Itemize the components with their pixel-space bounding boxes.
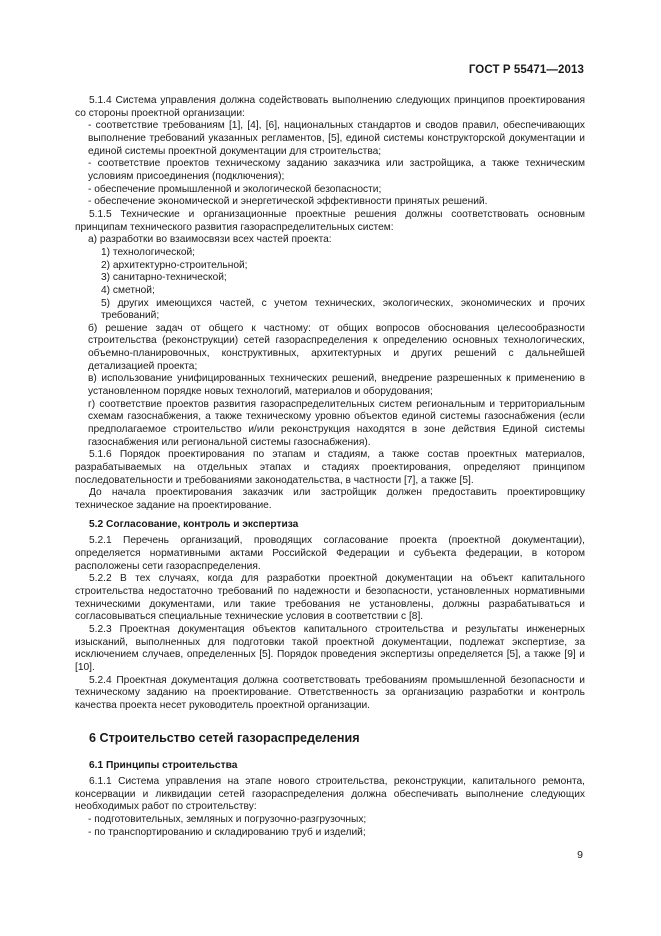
section-heading: 5.2 Согласование, контроль и экспертиза [89,518,299,530]
paragraph: 5.2.4 Проектная документация должна соответствовать требованиям промышленной безопасности и техническому заданию на проектирование. Ответственность за организацию разработки и контроль качества проекта несет руководитель проектной организации. [75,674,585,711]
paragraph: 5.1.6 Порядок проектирования по этапам и стадиям, а также состав проектных материалов, разрабатываемых на отдельных этапах и стадиях проектирования, определяют принципом последовательности и требованиями законодательства, в частности [7], а также [5]. [75,449,585,486]
paragraph: б) решение задач от общего к частному: от общих вопросов обоснования целесообразности строительства (реконструкции) сетей газораспределения к определению основных технологических, объемно-планировочных, конструктивных, архитектурных и других решений с дальнейшей детализацией проекта; [88,322,585,372]
paragraph: 6.1.1 Система управления на этапе нового строительства, реконструкции, капитального ремонта, консервации и ликвидации сетей газораспределения должна обеспечивать выполнение следующих необходимых работ по строительству: [75,776,585,813]
paragraph: 2) архитектурно-строительной; [101,259,248,271]
page-number: 9 [577,849,583,861]
paragraph: 3) санитарно-технической; [101,272,227,284]
paragraph: 5.2.1 Перечень организаций, проводящих согласование проекта (проектной документации), определяется нормативными актами Российской Федерации и субъекта федерации, в котором расположены сети газораспределения. [75,535,585,572]
paragraph: а) разработки во взаимосвязи всех частей проекта: [88,234,332,246]
paragraph: 5.1.5 Технические и организационные проектные решения должны соответствовать основным принципам технического развития газораспределительных систем: [75,208,585,233]
paragraph: г) соответствие проектов развития газораспределительных систем региональным и территориальным схемам газоснабжения, а также техническому уровню объектов единой системы газоснабжения (если предполагаемое строительство и/или реконструкция находятся в зоне действия Единой системы газоснабжения или региональной системы газоснабжения). [88,398,585,448]
page-content [75,95,585,839]
paragraph: 5.2.3 Проектная документация объектов капитального строительства и результаты инженерных изысканий, выполненных для подготовки такой проектной документации, подлежат экспертизе, за исключением случаев, определенных [5]. Порядок проведения экспертизы определяется [5], а также [9] и [10]. [75,623,585,673]
paragraph: До начала проектирования заказчик или застройщик должен предоставить проектировщику техническое задание на проектирование. [75,487,585,511]
paragraph: - соответствие проектов техническому заданию заказчика или застройщика, а также техническим условиям присоединения (подключения); [88,158,585,182]
paragraph: - подготовительных, земляных и погрузочно-разгрузочных; [88,814,367,826]
paragraph: - соответствие требованиям [1], [4], [6], национальных стандартов и сводов правил, обеспечивающих выполнение требований указанных регламентов, [5], единой системы конструкторской документации и единой системы проектной документации для строительства; [88,120,585,157]
paragraph: - обеспечение экономической и энергетической эффективности принятых решений. [88,196,488,208]
paragraph: 1) технологической; [101,246,196,258]
paragraph: - по транспортированию и складированию труб и изделий; [88,826,366,838]
chapter-heading: 6 Строительство сетей газораспределения [89,730,360,745]
section-heading: 6.1 Принципы строительства [89,759,238,771]
paragraph: 5.2.2 В тех случаях, когда для разработки проектной документации на объект капитального строительства недостаточно требований по надежности и безопасности, установленных нормативными техническими документами, или такие требования не установлены, должны разрабатываться и согласовываться специальные технические условия в соответствии с [8]. [75,573,585,623]
paragraph: 5) других имеющихся частей, с учетом технических, экологических, экономических и прочих требований; [101,297,585,322]
paragraph: - обеспечение промышленной и экологической безопасности; [88,183,382,195]
paragraph: в) использование унифицированных технических решений, внедрение разрешенных к применению в установленном порядке новых технологий, материалов и оборудования; [88,373,585,398]
paragraph: 4) сметной; [101,284,155,296]
document-header: ГОСТ Р 55471—2013 [468,64,584,76]
paragraph: 5.1.4 Система управления должна содействовать выполнению следующих принципов проектирования со стороны проектной организации: [75,95,585,119]
